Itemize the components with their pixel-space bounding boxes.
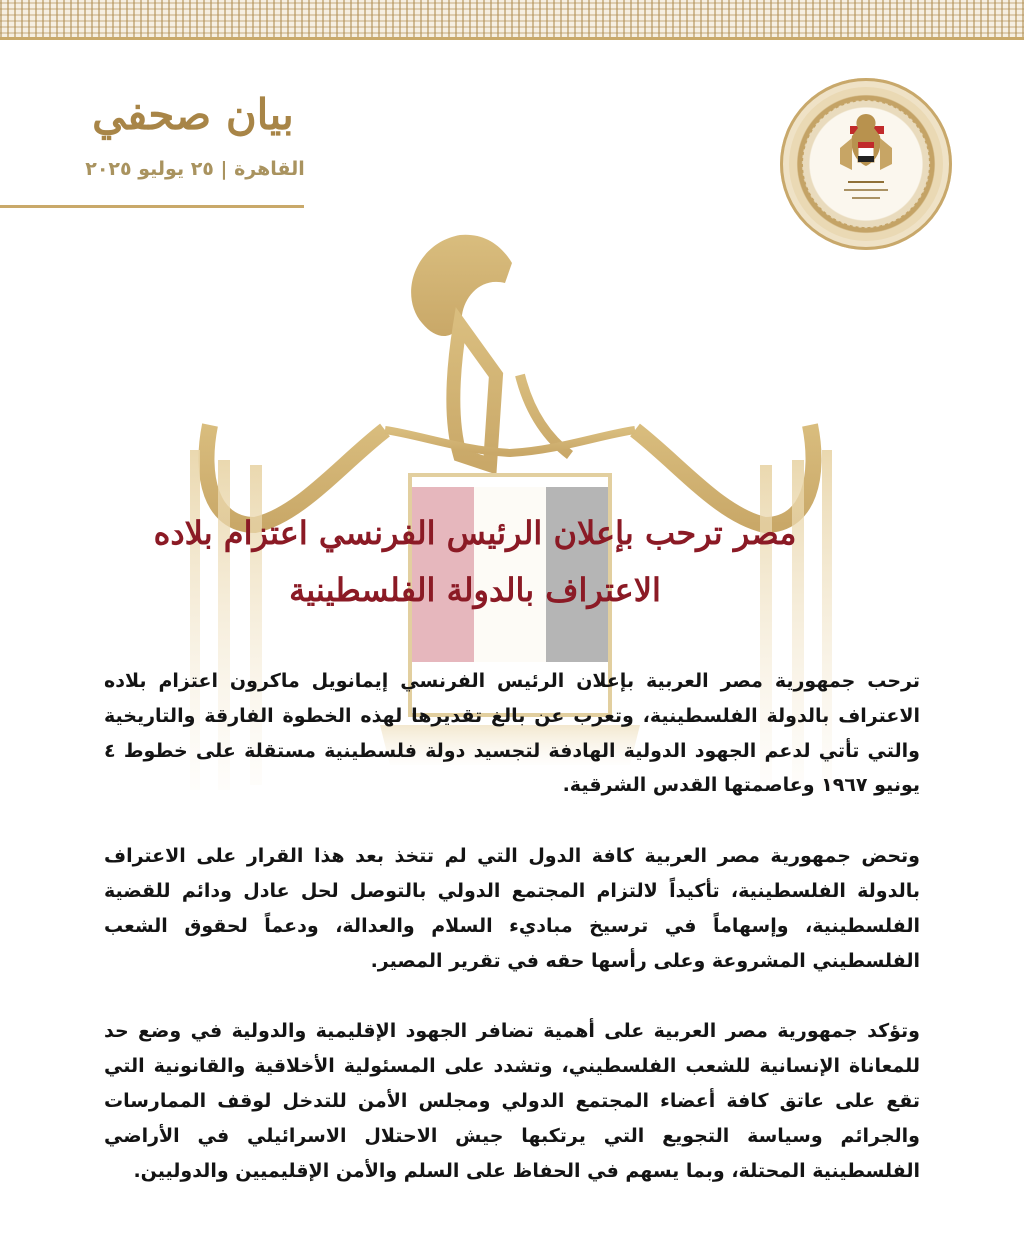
headline-line-1: مصر ترحب بإعلان الرئيس الفرنسي اعتزام بلاده bbox=[153, 514, 797, 552]
statement-body bbox=[104, 664, 920, 1224]
paragraph-1: ترحب جمهورية مصر العربية بإعلان الرئيس الفرنسي إيمانويل ماكرون اعتزام بلاده الاعتراف بالدولة الفلسطينية، وتعرب عن بالغ تقديرها لهذه الخطوة الفارقة والتاريخية والتي تأتي لدعم الجهود الدولية الهادفة لتجسيد دولة فلسطينية مستقلة على خطوط ٤ يونيو ١٩٦٧ وعاصمتها القدس الشرقية. bbox=[104, 670, 920, 797]
decorative-top-border bbox=[0, 0, 1024, 40]
headline-line-2: الاعتراف بالدولة الفلسطينية bbox=[289, 571, 661, 609]
dateline: القاهرة | ٢٥ يوليو ٢٠٢٥ bbox=[85, 158, 305, 180]
press-release-title: بيان صحفي bbox=[92, 90, 294, 139]
paragraph-2: وتحض جمهورية مصر العربية كافة الدول التي لم تتخذ بعد هذا القرار على الاعتراف بالدولة الفلسطينية، تأكيداً لالتزام المجتمع الدولي بالتوصل لحل عادل ودائم للقضية الفلسطينية، وإسهاماً في ترسيخ مباديء السلام والعدالة، ودعماً لحقوق الشعب الفلسطيني المشروعة وعلى رأسها حقه في تقرير المصير. bbox=[104, 845, 920, 972]
paragraph-3: وتؤكد جمهورية مصر العربية على أهمية تضافر الجهود الإقليمية والدولية في وضع حد للمعاناة الإنسانية للشعب الفلسطيني، وتشدد على المسئولية الأخلاقية والقانونية التي تقع على عاتق كافة أعضاء المجتمع الدولي ومجلس الأمن للتدخل لوقف الممارسات والجرائم وسياسة التجويع التي يرتكبها جيش الاحتلال الاسرائيلي في الأراضي الفلسطينية المحتلة، وبما يسهم في الحفاظ على السلم والأمن الإقليميين والدوليين. bbox=[104, 1020, 920, 1182]
title-divider bbox=[0, 205, 304, 208]
headline bbox=[80, 505, 870, 619]
